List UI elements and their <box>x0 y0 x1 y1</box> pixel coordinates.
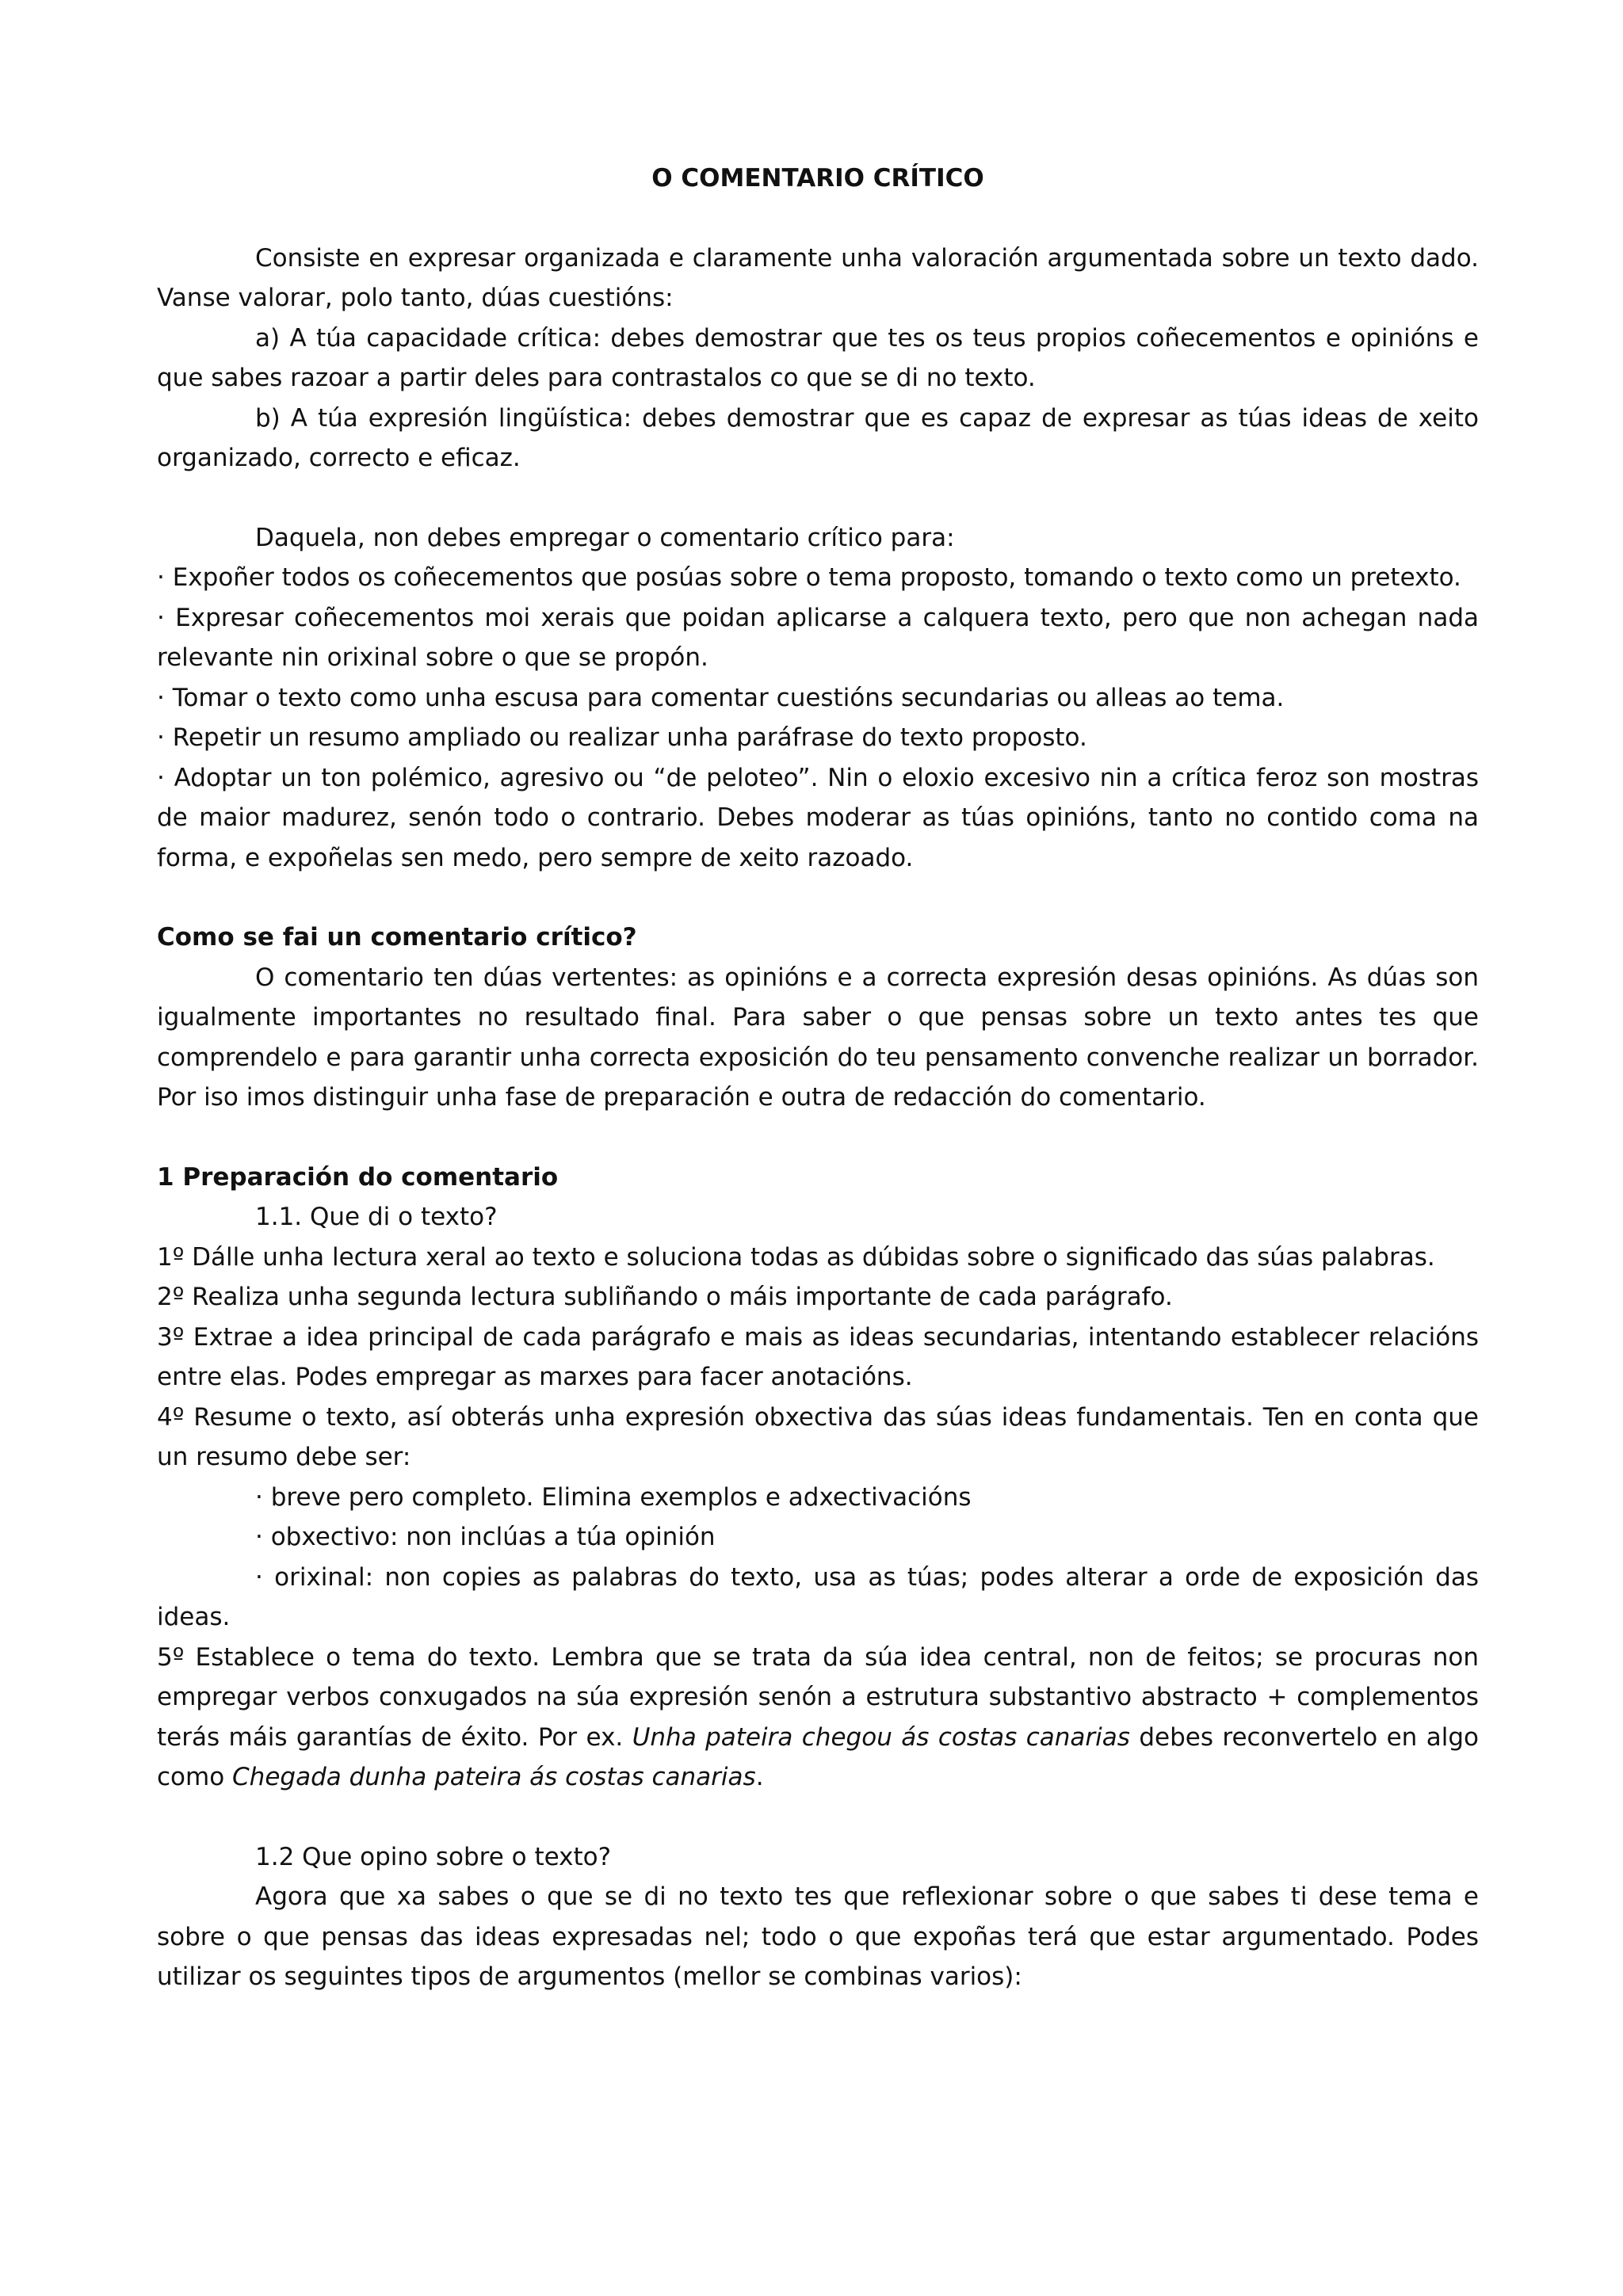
step-3: 3º Extrae a idea principal de cada parágrafo e mais as ideas secundarias, intentando establecer relacións entre elas. Podes empregar as marxes para facer anotacións. <box>157 1322 1479 1391</box>
summary-criterion: · breve pero completo. Elimina exemplos e adxectivacións <box>255 1482 972 1512</box>
step-5-text: debes reconvertelo en algo como <box>157 1722 1479 1791</box>
how-paragraph: O comentario ten dúas vertentes: as opinións e a correcta expresión desas opinións. As dúas son igualmente importantes no resultado final. Para saber o que pensas sobre un texto antes tes que comprendelo e para garantir unha correcta exposición do teu pensamento convenche realizar un borrador. Por iso imos distinguir unha fase de preparación e outra de redacción do comentario. <box>157 963 1479 1112</box>
text-column <box>157 158 1479 1997</box>
spacer <box>157 479 1479 518</box>
step-1: 1º Dálle unha lectura xeral ao texto e soluciona todas as dúbidas sobre o significado das súas palabras. <box>157 1242 1435 1272</box>
avoid-item: · Expoñer todos os coñecementos que posúas sobre o tema proposto, tomando o texto como un pretexto. <box>157 563 1461 592</box>
intro-point-b: b) A túa expresión lingüística: debes demostrar que es capaz de expresar as túas ideas de xeito organizado, correcto e eficaz. <box>157 403 1479 472</box>
step-4: 4º Resume o texto, así obterás unha expresión obxectiva das súas ideas fundamentais. Ten en conta que un resumo debe ser: <box>157 1402 1479 1471</box>
example-nominalization: Chegada dunha pateira ás costas canarias <box>232 1763 756 1791</box>
spacer <box>157 1798 1479 1837</box>
avoid-item: · Expresar coñecementos moi xerais que poidan aplicarse a calquera texto, pero que non achegan nada relevante nin orixinal sobre o que se propón. <box>157 603 1479 672</box>
step-5-text: 5º Establece o tema do texto. Lembra que se trata da súa idea central, non de feitos; se procuras non empregar verbos conxugados na súa expresión senón a estrutura substantivo abstracto + complementos terás máis garantías de éxito. Por ex. <box>157 1642 1479 1752</box>
subsection-heading-1-2: 1.2 Que opino sobre o texto? <box>255 1842 612 1871</box>
summary-criterion: · obxectivo: non inclúas a túa opinión <box>255 1523 716 1551</box>
spacer <box>157 878 1479 917</box>
avoid-item: · Tomar o texto como unha escusa para comentar cuestións secundarias ou alleas ao tema. <box>157 683 1285 712</box>
intro-point-a: a) A túa capacidade crítica: debes demostrar que tes os teus propios coñecementos e opinións e que sabes razoar a partir deles para contrastalos co que se di no texto. <box>157 323 1479 392</box>
spacer <box>157 1118 1479 1158</box>
section-heading-how: Como se fai un comentario crítico? <box>157 923 637 952</box>
intro-paragraph: Consiste en expresar organizada e claramente unha valoración argumentada sobre un texto dado. Vanse valorar, polo tanto, dúas cuestións: <box>157 243 1479 312</box>
avoid-lead: Daquela, non debes empregar o comentario crítico para: <box>255 523 955 552</box>
opinion-paragraph: Agora que xa sabes o que se di no texto tes que reflexionar sobre o que sabes ti dese tema e sobre o que pensas das ideas expresadas nel; todo o que expoñas terá que estar argumentado. Podes utilizar os seguintes tipos de argumentos (mellor se combinas varios): <box>157 1882 1479 1991</box>
example-sentence: Unha pateira chegou ás costas canarias <box>632 1722 1130 1752</box>
step-5 <box>157 1638 1479 1798</box>
summary-criterion: · orixinal: non copies as palabras do texto, usa as túas; podes alterar a orde de exposición das ideas. <box>157 1562 1479 1631</box>
step-5-text: . <box>755 1763 764 1791</box>
document-title: O COMENTARIO CRÍTICO <box>651 164 984 193</box>
avoid-item: · Repetir un resumo ampliado ou realizar unha paráfrase do texto proposto. <box>157 723 1087 752</box>
avoid-item: · Adoptar un ton polémico, agresivo ou “de peloteo”. Nin o eloxio excesivo nin a crítica feroz son mostras de maior madurez, senón todo o contrario. Debes moderar as túas opinións, tanto no contido coma na forma, e expoñelas sen medo, pero sempre de xeito razoado. <box>157 763 1479 872</box>
subsection-heading-1-1: 1.1. Que di o texto? <box>255 1203 498 1231</box>
section-heading-preparation: 1 Preparación do comentario <box>157 1162 559 1192</box>
step-2: 2º Realiza unha segunda lectura subliñando o máis importante de cada parágrafo. <box>157 1283 1173 1311</box>
